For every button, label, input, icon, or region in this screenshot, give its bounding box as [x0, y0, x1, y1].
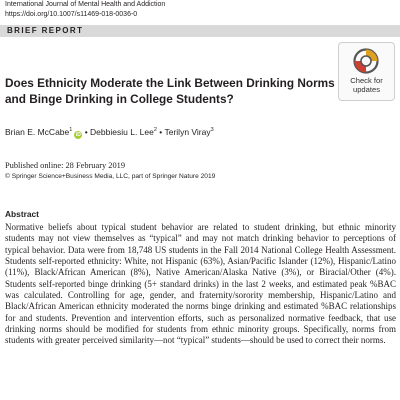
author-name[interactable]: Terilyn Viray	[164, 127, 211, 137]
author-name[interactable]: Debbiesiu L. Lee	[90, 127, 154, 137]
doi-link[interactable]: https://doi.org/10.1007/s11469-018-0036-0	[5, 10, 138, 18]
article-title: Does Ethnicity Moderate the Link Between Drinking Norms and Binge Drinking in College Students?	[5, 76, 335, 106]
journal-name: International Journal of Mental Health and Addiction	[5, 1, 166, 8]
badge-line-1: Check for	[350, 76, 383, 85]
badge-line-2: updates	[352, 85, 381, 94]
journal-header	[5, 0, 165, 19]
article-type-label: BRIEF REPORT	[7, 26, 84, 35]
badge-text	[339, 76, 394, 94]
author-affiliation: 2	[153, 127, 157, 134]
check-for-updates-badge[interactable]	[338, 42, 395, 101]
orcid-icon[interactable]: iD	[75, 132, 81, 138]
published-date: Published online: 28 February 2019	[5, 161, 126, 170]
abstract-heading: Abstract	[5, 209, 39, 219]
author-separator: •	[159, 127, 163, 137]
author-affiliation: 1	[69, 127, 73, 134]
author-list	[5, 127, 214, 139]
author-affiliation: 3	[210, 127, 214, 134]
copyright-notice: © Springer Science+Business Media, LLC, part of Springer Nature 2019	[5, 173, 216, 180]
author-name[interactable]: Brian E. McCabe	[5, 127, 70, 137]
article-type-banner	[0, 25, 400, 37]
author-separator: •	[84, 127, 88, 137]
check-for-updates-icon	[353, 48, 379, 74]
abstract-text: Normative beliefs about typical student behavior are related to student drinking, but ethnic minority students may not view themselves as “typical” and may not match drinking behavior to perceptions of typical behavior. Data were from 18,748 US students in the Fall 2014 National College Health Assessment. Students self-reported ethnicity: White, not Hispanic (63%), Asian/Pacific Islander (12%), Hispanic/Latino (11%), Black/African American (8%), Native American/Alaska Native (3%), or Biracial/Other (4%). Students self-reported binge drinking (5+ standard drinks) in the last 2 weeks, and estimated peak %BAC was calculated. Controlling for age, gender, and fraternity/sorority membership, Hispanic/Latino and Black/African American ethnicity moderated the norms binge drinking and estimated %BAC relationships for and students. Prevention and intervention efforts, such as personalized normative feedback, that use drinking norms should be modified for students from ethnic minority groups. Specifically, norms from students with greater perceived similarity—not “typical” students—should be used to correct their norms.	[5, 222, 396, 346]
